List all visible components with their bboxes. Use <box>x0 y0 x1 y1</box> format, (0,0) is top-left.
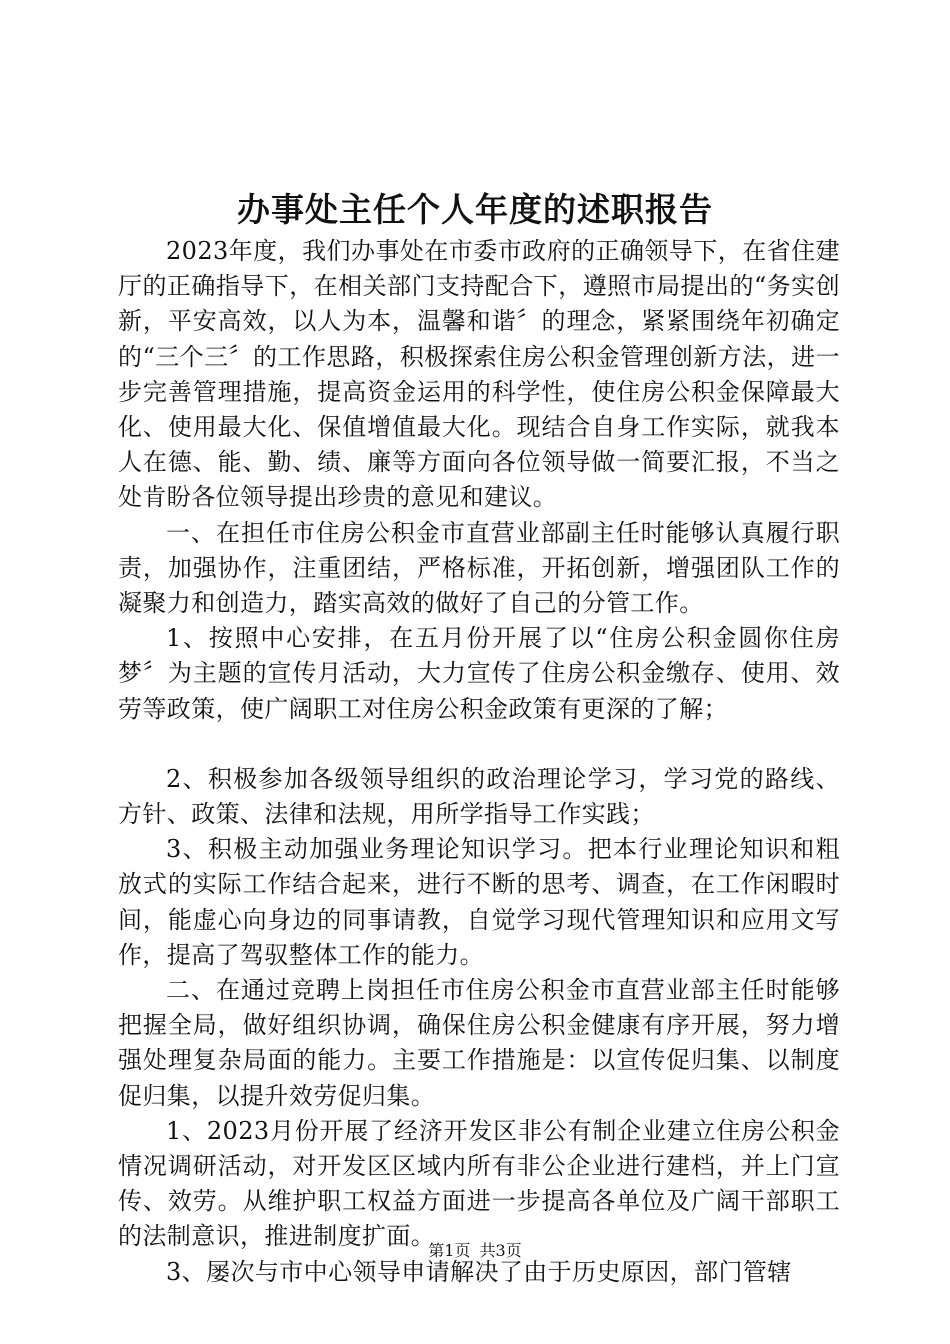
page-footer <box>0 1240 950 1262</box>
paragraph-item-3: 3、积极主动加强业务理论知识学习。把本行业理论知识和粗放式的实际工作结合起来，进行不断的思考、调查，在工作闲暇时间，能虚心向身边的同事请教，自觉学习现代管理知识和应用文写作，提高了驾驭整体工作的能力。 <box>118 835 840 969</box>
document-body <box>118 234 840 1290</box>
paragraph-item-2: 2、积极参加各级领导组织的政治理论学习，学习党的路线、方针、政策、法律和法规，用所学指导工作实践； <box>118 764 840 829</box>
paragraph-item-3b: 3、屡次与市中心领导申请解决了由于历史原因，部门管辖 <box>166 1257 792 1286</box>
paragraph-section-two: 二、在通过竞聘上岗担任市住房公积金市直营业部主任时能够把握全局，做好组织协调，确保住房公积金健康有序开展，努力增强处理复杂局面的能力。主要工作措施是：以宣传促归集、以制度促归集，以提升效劳促归集。 <box>118 976 840 1110</box>
page-total: 共3页 <box>479 1241 522 1260</box>
paragraph-item-1b: 1、2023月份开展了经济开发区非公有制企业建立住房公积金情况调研活动，对开发区区域内所有非公企业进行建档，并上门宣传、效劳。从维护职工权益方面进一步提高各单位及广阔干部职工的法制意识，推进制度扩面。 <box>118 1116 840 1251</box>
paragraph-section-one: 一、在担任市住房公积金市直营业部副主任时能够认真履行职责，加强协作，注重团结，严格标准，开拓创新，增强团队工作的凝聚力和创造力，踏实高效的做好了自己的分管工作。 <box>118 518 840 618</box>
document-title: 办事处主任个人年度的述职报告 <box>237 190 713 229</box>
page-number: 第1页 <box>428 1241 471 1260</box>
paragraph-intro: 2023年度，我们办事处在市委市政府的正确领导下，在省住建厅的正确指导下，在相关部门支持配合下，遵照市局提出的“务实创新，平安高效，以人为本，温馨和谐〞的理念，紧紧围绕年初确定的“三个三〞的工作思路，积极探索住房公积金管理创新方法，进一步完善管理措施，提高资金运用的科学性，使住房公积金保障最大化、使用最大化、保值增值最大化。现结合自身工作实际，就我本人在德、能、勤、绩、廉等方面向各位领导做一简要汇报，不当之处肯盼各位领导提出珍贵的意见和建议。 <box>118 237 840 512</box>
paragraph-item-1: 1、按照中心安排，在五月份开展了以“住房公积金圆你住房梦〞为主题的宣传月活动，大力宣传了住房公积金缴存、使用、效劳等政策，使广阔职工对住房公积金政策有更深的了解； <box>118 624 840 723</box>
